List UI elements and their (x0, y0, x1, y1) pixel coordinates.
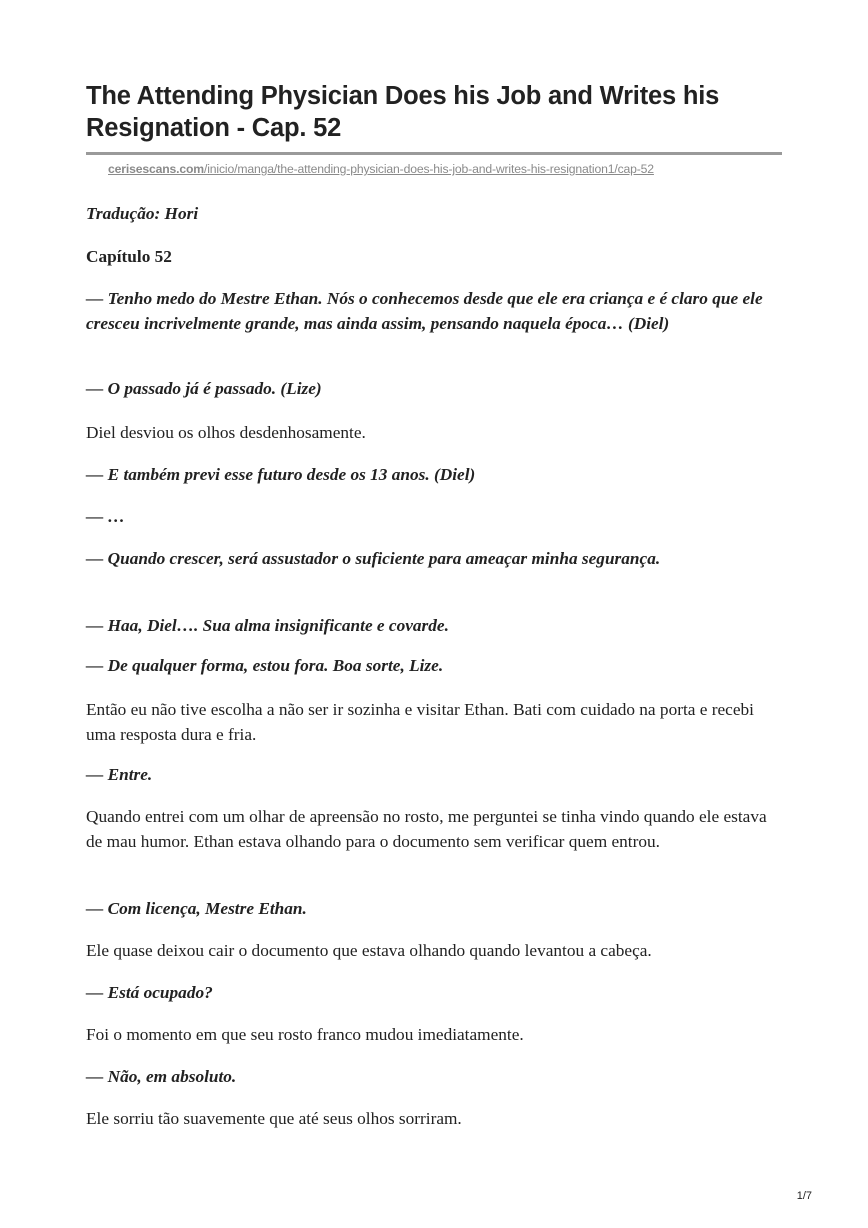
page-number: 1/7 (796, 1190, 812, 1202)
narration-paragraph: Ele sorriu tão suavemente que até seus olhos sorriram. (86, 1109, 462, 1128)
title-divider (86, 152, 782, 155)
narration-paragraph: Então eu não tive escolha a não ser ir sozinha e visitar Ethan. Bati com cuidado na porta e recebi uma resposta dura e fria. (86, 700, 754, 744)
chapter-heading: Capítulo 52 (86, 247, 172, 266)
dialogue-paragraph: — De qualquer forma, estou fora. Boa sorte, Lize. (86, 656, 444, 675)
translator-credit: Tradução: Hori (86, 204, 199, 223)
dialogue-paragraph: — E também previ esse futuro desde os 13 anos. (Diel) (86, 465, 476, 484)
narration-paragraph: Foi o momento em que seu rosto franco mudou imediatamente. (86, 1025, 524, 1044)
dialogue-paragraph: — Quando crescer, será assustador o suficiente para ameaçar minha segurança. (86, 549, 661, 568)
source-url-link[interactable] (108, 161, 654, 177)
dialogue-paragraph: — Entre. (86, 765, 153, 784)
source-path: /inicio/manga/the-attending-physician-does-his-job-and-writes-his-resignation1/cap-52 (204, 162, 654, 176)
dialogue-paragraph: — Está ocupado? (86, 983, 213, 1002)
page-title: The Attending Physician Does his Job and Writes his Resignation - Cap. 52 (86, 82, 720, 142)
dialogue-paragraph: — Não, em absoluto. (86, 1067, 237, 1086)
narration-paragraph: Quando entrei com um olhar de apreensão no rosto, me perguntei se tinha vindo quando ele estava de mau humor. Ethan estava olhando para o documento sem verificar quem entrou. (86, 807, 767, 851)
dialogue-paragraph: — … (86, 507, 125, 526)
dialogue-paragraph: — Com licença, Mestre Ethan. (86, 899, 307, 918)
dialogue-paragraph: — O passado já é passado. (Lize) (86, 379, 322, 398)
dialogue-paragraph: — Haa, Diel…. Sua alma insignificante e covarde. (86, 616, 449, 635)
narration-paragraph: Ele quase deixou cair o documento que estava olhando quando levantou a cabeça. (86, 941, 652, 960)
narration-paragraph: Diel desviou os olhos desdenhosamente. (86, 423, 366, 442)
source-domain: cerisescans.com (108, 162, 204, 176)
dialogue-paragraph: — Tenho medo do Mestre Ethan. Nós o conhecemos desde que ele era criança e é claro que ele cresceu incrivelmente grande, mas ainda assim, pensando naquela época… (Diel) (86, 289, 763, 333)
